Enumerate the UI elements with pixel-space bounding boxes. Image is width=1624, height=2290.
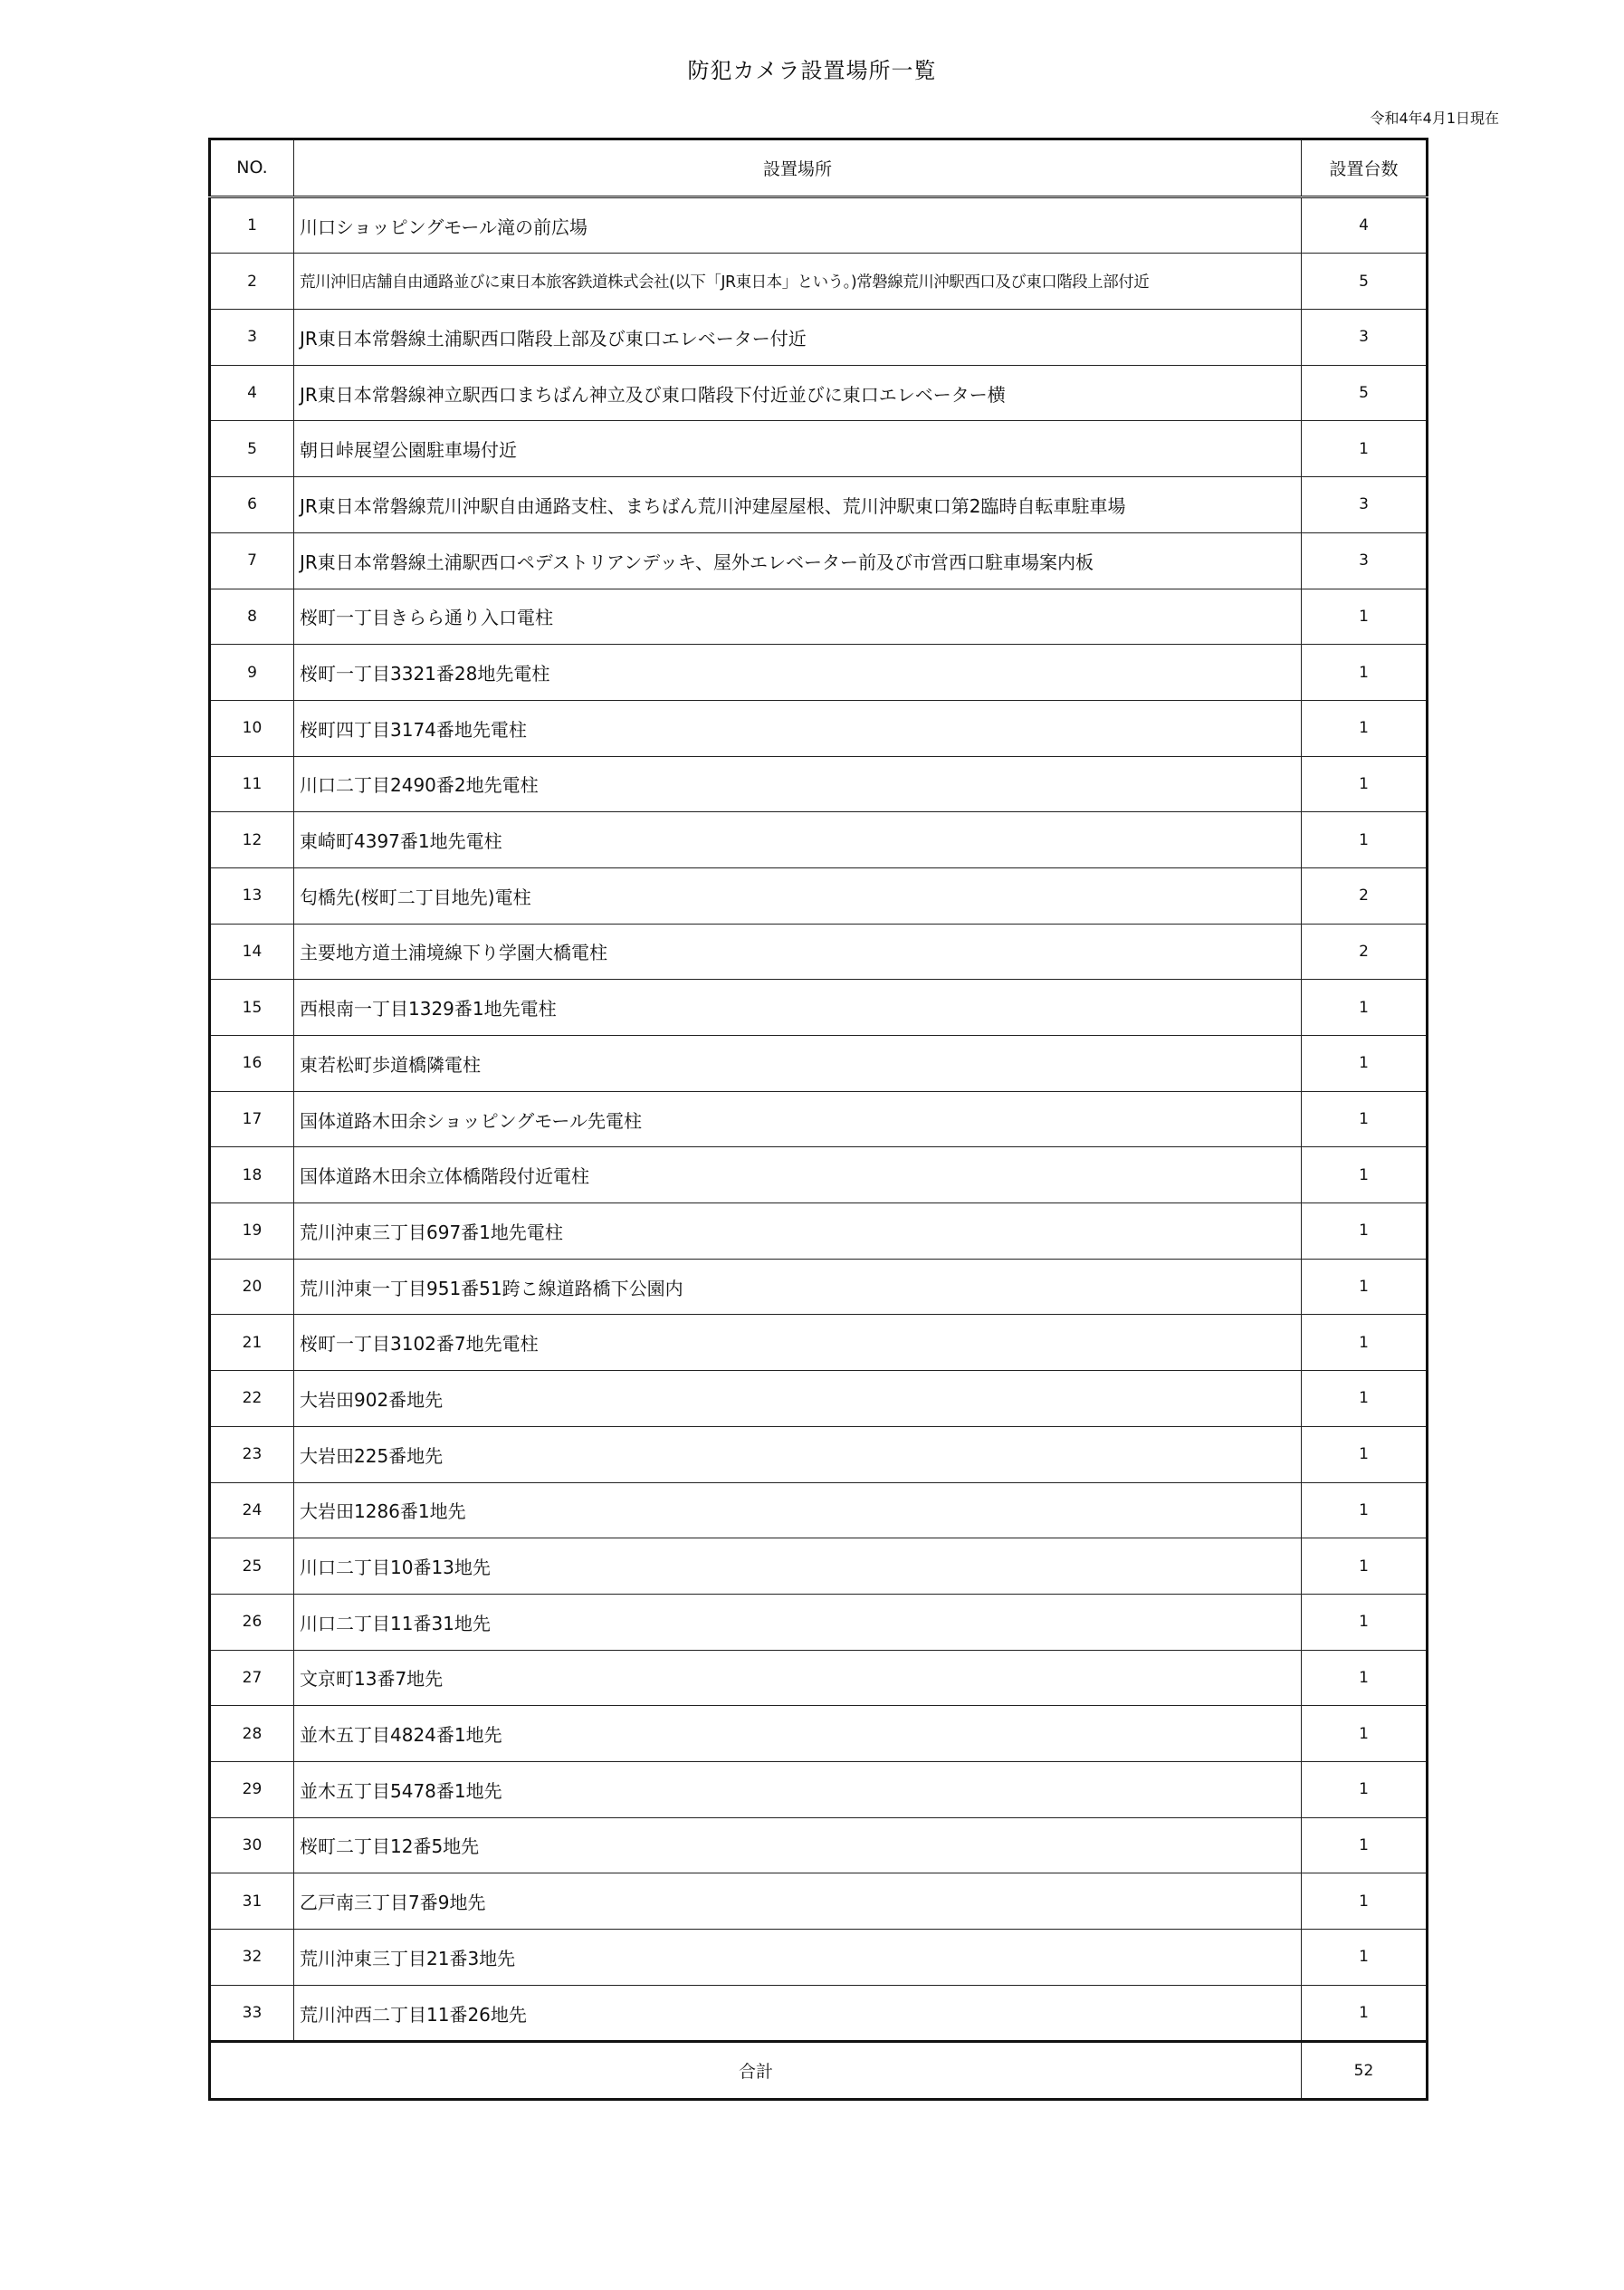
row-location: 並木五丁目4824番1地先 <box>294 1706 1302 1762</box>
row-location: 荒川沖東三丁目697番1地先電柱 <box>294 1203 1302 1260</box>
row-number: 8 <box>210 589 294 645</box>
table-row <box>210 1371 1428 1427</box>
table-row <box>210 812 1428 868</box>
row-count: 1 <box>1302 1482 1428 1538</box>
row-location: 匂橋先(桜町二丁目地先)電柱 <box>294 867 1302 924</box>
total-label: 合計 <box>210 2042 1302 2100</box>
row-location: 主要地方道土浦境線下り学園大橋電柱 <box>294 924 1302 980</box>
row-count: 1 <box>1302 756 1428 812</box>
table-row <box>210 1985 1428 2042</box>
table-row <box>210 1761 1428 1817</box>
table-row <box>210 1315 1428 1371</box>
table-row <box>210 589 1428 645</box>
header-count: 設置台数 <box>1302 139 1428 197</box>
row-location: 川口二丁目11番31地先 <box>294 1594 1302 1650</box>
row-location: 大岩田225番地先 <box>294 1426 1302 1482</box>
table-row <box>210 1873 1428 1930</box>
row-count: 1 <box>1302 1259 1428 1315</box>
row-count: 3 <box>1302 310 1428 366</box>
row-count: 1 <box>1302 1091 1428 1147</box>
total-value: 52 <box>1302 2042 1428 2100</box>
row-count: 1 <box>1302 812 1428 868</box>
row-count: 1 <box>1302 589 1428 645</box>
table-row <box>210 1706 1428 1762</box>
row-location: 桜町四丁目3174番地先電柱 <box>294 700 1302 756</box>
row-count: 1 <box>1302 1315 1428 1371</box>
table-row <box>210 1091 1428 1147</box>
row-number: 17 <box>210 1091 294 1147</box>
table-row <box>210 980 1428 1036</box>
row-number: 29 <box>210 1761 294 1817</box>
row-number: 6 <box>210 477 294 533</box>
row-count: 1 <box>1302 1650 1428 1706</box>
row-location: 桜町一丁目3102番7地先電柱 <box>294 1315 1302 1371</box>
row-number: 5 <box>210 421 294 477</box>
row-count: 1 <box>1302 1761 1428 1817</box>
row-location: 乙戸南三丁目7番9地先 <box>294 1873 1302 1930</box>
row-number: 18 <box>210 1147 294 1203</box>
row-location: 荒川沖旧店舗自由通路並びに東日本旅客鉄道株式会社(以下「JR東日本」という。)常磐線荒川沖駅西口及び東口階段上部付近 <box>294 254 1302 310</box>
row-location: 朝日峠展望公園駐車場付近 <box>294 421 1302 477</box>
row-number: 23 <box>210 1426 294 1482</box>
row-count: 1 <box>1302 1371 1428 1427</box>
table-row <box>210 1538 1428 1595</box>
row-number: 7 <box>210 532 294 589</box>
table-row <box>210 254 1428 310</box>
row-number: 4 <box>210 365 294 421</box>
row-location: 西根南一丁目1329番1地先電柱 <box>294 980 1302 1036</box>
row-location: 大岩田902番地先 <box>294 1371 1302 1427</box>
camera-location-table <box>208 138 1428 2101</box>
row-count: 1 <box>1302 980 1428 1036</box>
row-location: 東若松町歩道橋隣電柱 <box>294 1036 1302 1092</box>
header-no: NO. <box>210 139 294 197</box>
row-count: 2 <box>1302 924 1428 980</box>
table-row <box>210 532 1428 589</box>
row-location: 大岩田1286番1地先 <box>294 1482 1302 1538</box>
row-location: 国体道路木田余立体橋階段付近電柱 <box>294 1147 1302 1203</box>
header-location: 設置場所 <box>294 139 1302 197</box>
row-number: 10 <box>210 700 294 756</box>
row-number: 22 <box>210 1371 294 1427</box>
row-count: 1 <box>1302 1036 1428 1092</box>
row-number: 12 <box>210 812 294 868</box>
row-location: JR東日本常磐線荒川沖駅自由通路支柱、まちばん荒川沖建屋屋根、荒川沖駅東口第2臨時自転車駐車場 <box>294 477 1302 533</box>
row-location: 川口ショッピングモール滝の前広場 <box>294 196 1302 254</box>
row-count: 3 <box>1302 532 1428 589</box>
row-location: 川口二丁目2490番2地先電柱 <box>294 756 1302 812</box>
row-number: 32 <box>210 1930 294 1986</box>
table-row <box>210 477 1428 533</box>
table-row <box>210 1147 1428 1203</box>
table-row <box>210 1650 1428 1706</box>
row-count: 5 <box>1302 365 1428 421</box>
row-number: 3 <box>210 310 294 366</box>
row-number: 11 <box>210 756 294 812</box>
row-number: 9 <box>210 645 294 701</box>
row-number: 25 <box>210 1538 294 1595</box>
table-row <box>210 1594 1428 1650</box>
row-number: 20 <box>210 1259 294 1315</box>
row-number: 21 <box>210 1315 294 1371</box>
row-number: 2 <box>210 254 294 310</box>
table-row <box>210 1259 1428 1315</box>
table-header-row <box>210 139 1428 197</box>
row-location: 荒川沖東一丁目951番51跨こ線道路橋下公園内 <box>294 1259 1302 1315</box>
row-number: 28 <box>210 1706 294 1762</box>
row-number: 13 <box>210 867 294 924</box>
row-count: 1 <box>1302 1873 1428 1930</box>
row-location: JR東日本常磐線神立駅西口まちばん神立及び東口階段下付近並びに東口エレベーター横 <box>294 365 1302 421</box>
row-location: JR東日本常磐線土浦駅西口階段上部及び東口エレベーター付近 <box>294 310 1302 366</box>
table-row <box>210 867 1428 924</box>
table-row <box>210 1930 1428 1986</box>
row-count: 1 <box>1302 1147 1428 1203</box>
table-row <box>210 645 1428 701</box>
row-location: 川口二丁目10番13地先 <box>294 1538 1302 1595</box>
row-count: 1 <box>1302 1706 1428 1762</box>
row-number: 27 <box>210 1650 294 1706</box>
row-count: 1 <box>1302 1203 1428 1260</box>
row-count: 1 <box>1302 1930 1428 1986</box>
row-number: 33 <box>210 1985 294 2042</box>
row-location: 東崎町4397番1地先電柱 <box>294 812 1302 868</box>
table-row <box>210 1203 1428 1260</box>
row-count: 4 <box>1302 196 1428 254</box>
table-row <box>210 1482 1428 1538</box>
row-number: 26 <box>210 1594 294 1650</box>
table-body <box>210 196 1428 2042</box>
row-location: 荒川沖東三丁目21番3地先 <box>294 1930 1302 1986</box>
row-count: 3 <box>1302 477 1428 533</box>
row-count: 1 <box>1302 421 1428 477</box>
row-number: 16 <box>210 1036 294 1092</box>
row-count: 1 <box>1302 1817 1428 1873</box>
row-location: 並木五丁目5478番1地先 <box>294 1761 1302 1817</box>
row-count: 1 <box>1302 645 1428 701</box>
table-row <box>210 421 1428 477</box>
as-of-date: 令和4年4月1日現在 <box>1370 110 1499 127</box>
row-number: 31 <box>210 1873 294 1930</box>
row-location: 桜町二丁目12番5地先 <box>294 1817 1302 1873</box>
row-count: 1 <box>1302 1985 1428 2042</box>
row-location: 桜町一丁目3321番28地先電柱 <box>294 645 1302 701</box>
row-number: 14 <box>210 924 294 980</box>
row-count: 1 <box>1302 1594 1428 1650</box>
table-row <box>210 1817 1428 1873</box>
row-location: 荒川沖西二丁目11番26地先 <box>294 1985 1302 2042</box>
table-row <box>210 310 1428 366</box>
row-number: 24 <box>210 1482 294 1538</box>
table-row <box>210 365 1428 421</box>
row-count: 1 <box>1302 1426 1428 1482</box>
row-count: 2 <box>1302 867 1428 924</box>
row-number: 19 <box>210 1203 294 1260</box>
table-row <box>210 1426 1428 1482</box>
table-row <box>210 924 1428 980</box>
row-count: 5 <box>1302 254 1428 310</box>
row-count: 1 <box>1302 700 1428 756</box>
row-count: 1 <box>1302 1538 1428 1595</box>
row-location: 文京町13番7地先 <box>294 1650 1302 1706</box>
row-number: 1 <box>210 196 294 254</box>
table-row <box>210 1036 1428 1092</box>
total-row <box>210 2042 1428 2100</box>
row-number: 15 <box>210 980 294 1036</box>
row-location: 桜町一丁目きらら通り入口電柱 <box>294 589 1302 645</box>
row-location: JR東日本常磐線土浦駅西口ペデストリアンデッキ、屋外エレベーター前及び市営西口駐車場案内板 <box>294 532 1302 589</box>
table-row <box>210 196 1428 254</box>
page-title: 防犯カメラ設置場所一覧 <box>687 58 937 83</box>
table-row <box>210 756 1428 812</box>
row-number: 30 <box>210 1817 294 1873</box>
table-row <box>210 700 1428 756</box>
row-location: 国体道路木田余ショッピングモール先電柱 <box>294 1091 1302 1147</box>
